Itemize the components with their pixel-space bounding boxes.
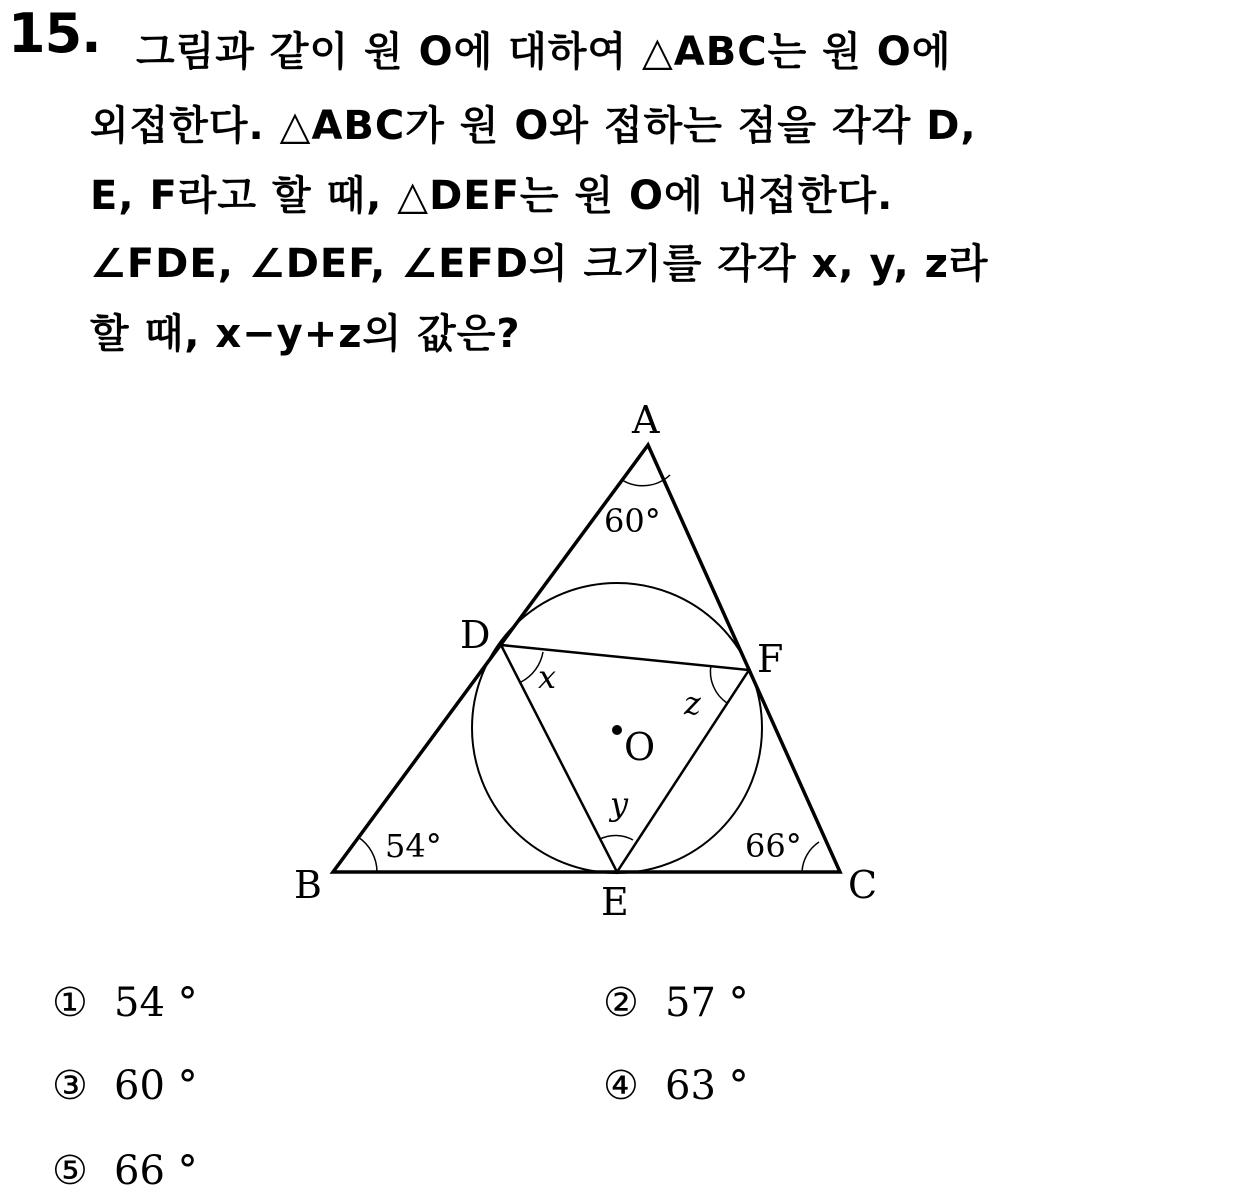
vertex-label-c: C xyxy=(848,863,878,907)
question-number: 15. xyxy=(8,2,101,65)
angle-label-b: 54° xyxy=(385,827,442,865)
choice-3-marker: ③ xyxy=(52,1063,88,1109)
question-line-5: 할 때, x−y+z의 값은? xyxy=(90,311,521,357)
angle-label-x: x xyxy=(538,658,557,696)
choice-1-value: 54 ° xyxy=(114,980,198,1026)
vertex-label-b: B xyxy=(294,863,322,907)
vertex-label-a: A xyxy=(632,398,660,442)
vertex-label-f: F xyxy=(757,637,784,681)
angle-arc-z xyxy=(710,665,727,703)
angle-label-c: 66° xyxy=(745,827,802,865)
question-line-1: 그림과 같이 원 O에 대하여 △ABC는 원 O에 xyxy=(136,29,952,75)
choice-4-marker: ④ xyxy=(603,1063,639,1109)
question-line-4: ∠FDE, ∠DEF, ∠EFD의 크기를 각각 x, y, z라 xyxy=(90,241,989,287)
choice-2-value: 57 ° xyxy=(665,980,749,1026)
choice-3-value: 60 ° xyxy=(114,1063,198,1109)
choice-5-marker: ⑤ xyxy=(52,1148,88,1194)
angle-label-a: 60° xyxy=(604,502,661,540)
choice-4[interactable] xyxy=(603,1063,749,1109)
angle-arc-b xyxy=(358,837,377,872)
choice-2[interactable] xyxy=(603,980,749,1026)
choice-1-marker: ① xyxy=(52,980,88,1026)
question-line-3: E, F라고 할 때, △DEF는 원 O에 내접한다. xyxy=(90,173,894,219)
angle-arc-y xyxy=(600,835,633,840)
choice-5-value: 66 ° xyxy=(114,1148,198,1194)
choice-1[interactable] xyxy=(52,980,198,1026)
angle-label-y: y xyxy=(610,785,629,823)
angle-arc-c xyxy=(802,842,819,872)
vertex-label-e: E xyxy=(601,880,629,924)
angle-label-z: z xyxy=(684,684,701,722)
center-point-o xyxy=(612,725,622,735)
choice-3[interactable] xyxy=(52,1063,198,1109)
center-label-o: O xyxy=(624,725,656,769)
choice-4-value: 63 ° xyxy=(665,1063,749,1109)
choice-5[interactable] xyxy=(52,1148,198,1194)
choice-2-marker: ② xyxy=(603,980,639,1026)
vertex-label-d: D xyxy=(460,613,491,657)
question-line-2: 외접한다. △ABC가 원 O와 접하는 점을 각각 D, xyxy=(90,103,977,149)
